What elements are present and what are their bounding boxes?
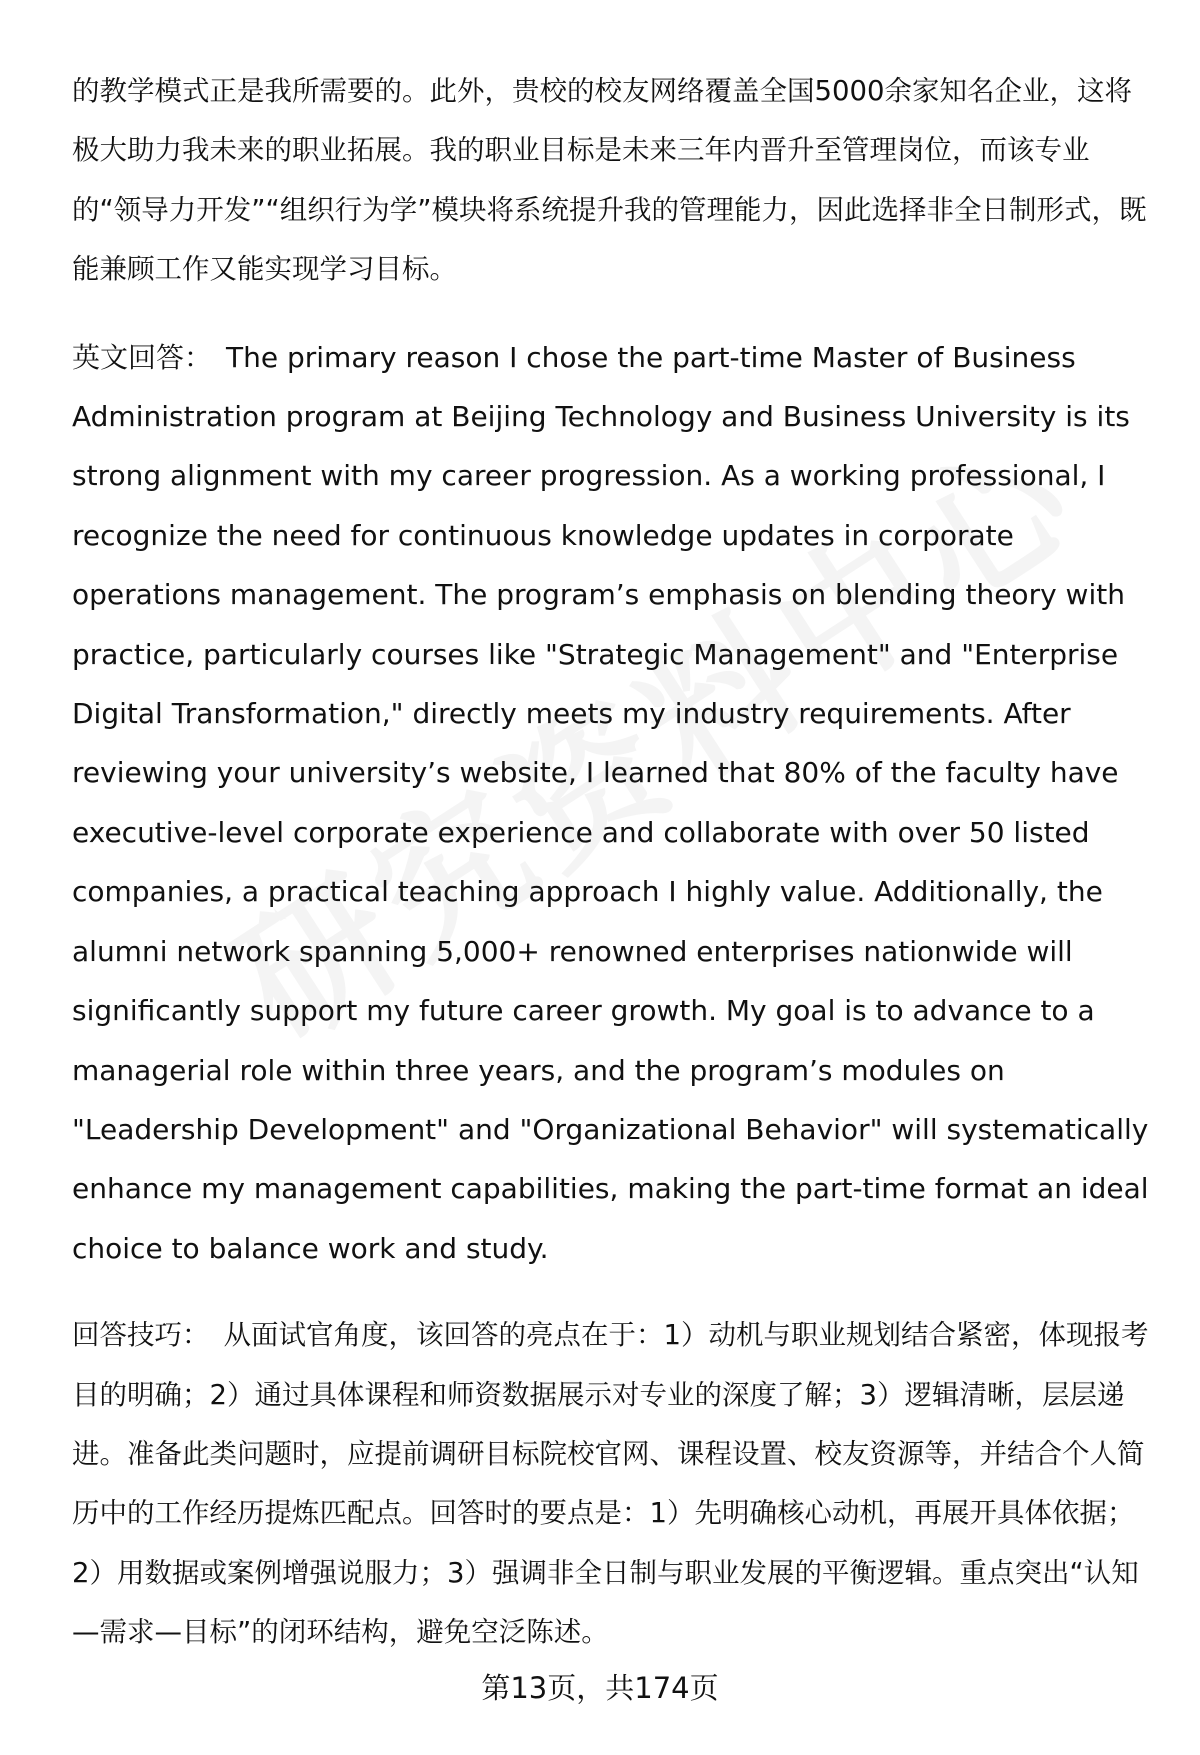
answer-tips-label: 回答技巧： — [72, 1319, 210, 1352]
answer-tips-text: 从面试官角度，该回答的亮点在于：1）动机与职业规划结合紧密，体现报考目的明确；2）通过具体课程和师资数据展示对专业的深度了解；3）逻辑清晰，层层递进。准备此类问题时，应提前调研目标院校官网、课程设置、校友资源等，并结合个人简历中的工作经历提炼匹配点。回答时的要点是：1）先明确核心动机，再展开具体依据；2）用数据或案例增强说服力；3）强调非全日制与职业发展的平衡逻辑。重点突出“认知—需求—目标”的闭环结构，避免空泛陈述。 — [72, 1319, 1149, 1649]
paragraph-english-answer — [72, 328, 1154, 1279]
paragraph-answer-tips — [72, 1306, 1154, 1662]
english-answer-label: 英文回答： — [72, 340, 213, 374]
page-number-footer: 第13页，共174页 — [481, 1671, 719, 1705]
page-content — [72, 62, 1154, 1663]
paragraph-intro-continuation: 的教学模式正是我所需要的。此外，贵校的校友网络覆盖全国5000余家知名企业，这将极大助力我未来的职业拓展。我的职业目标是未来三年内晋升至管理岗位，而该专业的“领导力开发”“组织行为学”模块将系统提升我的管理能力，因此选择非全日制形式，既能兼顾工作又能实现学习目标。 — [72, 75, 1147, 286]
english-answer-text: The primary reason I chose the part-time Master of Business Administration program at Beijing Technology and Business University is its strong alignment with my career progression. As a working professional, I recognize the need for continuous knowledge updates in corporate operations management. The program’s emphasis on blending theory with practice, particularly courses like "Strategic Management" and "Enterprise Digital Transformation," directly meets my industry requirements. After reviewing your university’s website, I learned that 80% of the faculty have executive-level corporate experience and collaborate with over 50 listed companies, a practical teaching approach I highly value. Additionally, the alumni network spanning 5,000+ renowned enterprises nationwide will significantly support my future career growth. My goal is to advance to a managerial role within three years, and the program’s modules on "Leadership Development" and "Organizational Behavior" will systematically enhance my management capabilities, making the part-time format an ideal choice to balance work and study. — [72, 340, 1149, 1265]
